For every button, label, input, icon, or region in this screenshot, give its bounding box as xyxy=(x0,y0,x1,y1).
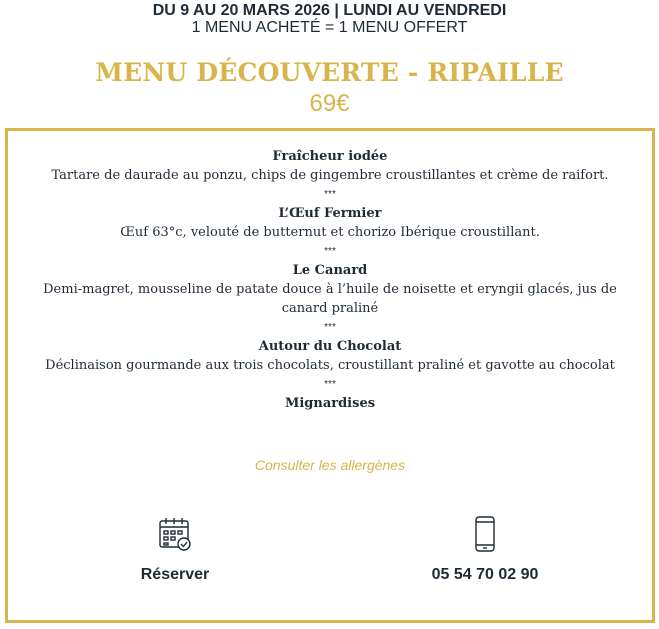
course-separator: *** xyxy=(324,322,336,333)
course-separator: *** xyxy=(324,379,336,390)
menu-title: MENU DÉCOUVERTE - RIPAILLE xyxy=(95,58,564,87)
menu-price: 69€ xyxy=(309,90,350,117)
course-name: Autour du Chocolat xyxy=(258,339,402,354)
smartphone-icon xyxy=(405,516,565,552)
course-separator: *** xyxy=(324,189,336,200)
course-name: L’Œuf Fermier xyxy=(278,206,382,221)
course-name: Mignardises xyxy=(284,396,376,411)
promo-dates: DU 9 AU 20 MARS 2026 | LUNDI AU VENDREDI xyxy=(152,2,507,19)
course-description: Œuf 63°c, velouté de butternut et chorizo Ibérique croustillant. xyxy=(120,225,540,240)
reserve-button[interactable] xyxy=(95,516,255,584)
menu-card xyxy=(5,128,655,623)
phone-number: 05 54 70 02 90 xyxy=(431,566,539,583)
course-description: Déclinaison gourmande aux trois chocolats, croustillant praliné et gavotte au chocolat xyxy=(45,358,615,373)
course-name: Fraîcheur iodée xyxy=(272,149,388,164)
course-separator: *** xyxy=(324,246,336,257)
calendar-check-icon xyxy=(95,516,255,552)
phone-button[interactable] xyxy=(405,516,565,584)
reserve-label: Réserver xyxy=(140,566,210,583)
course-description: Demi-magret, mousseline de patate douce à l’huile de noisette et eryngii glacés, jus de canard praliné xyxy=(43,282,617,316)
course-name: Le Canard xyxy=(292,263,368,278)
course-description: Tartare de daurade au ponzu, chips de gingembre croustillantes et crème de raifort. xyxy=(51,168,609,183)
course-list xyxy=(16,147,644,413)
promo-offer: 1 MENU ACHETÉ = 1 MENU OFFERT xyxy=(191,19,468,36)
allergens-link[interactable]: Consulter les allergènes xyxy=(254,457,406,473)
